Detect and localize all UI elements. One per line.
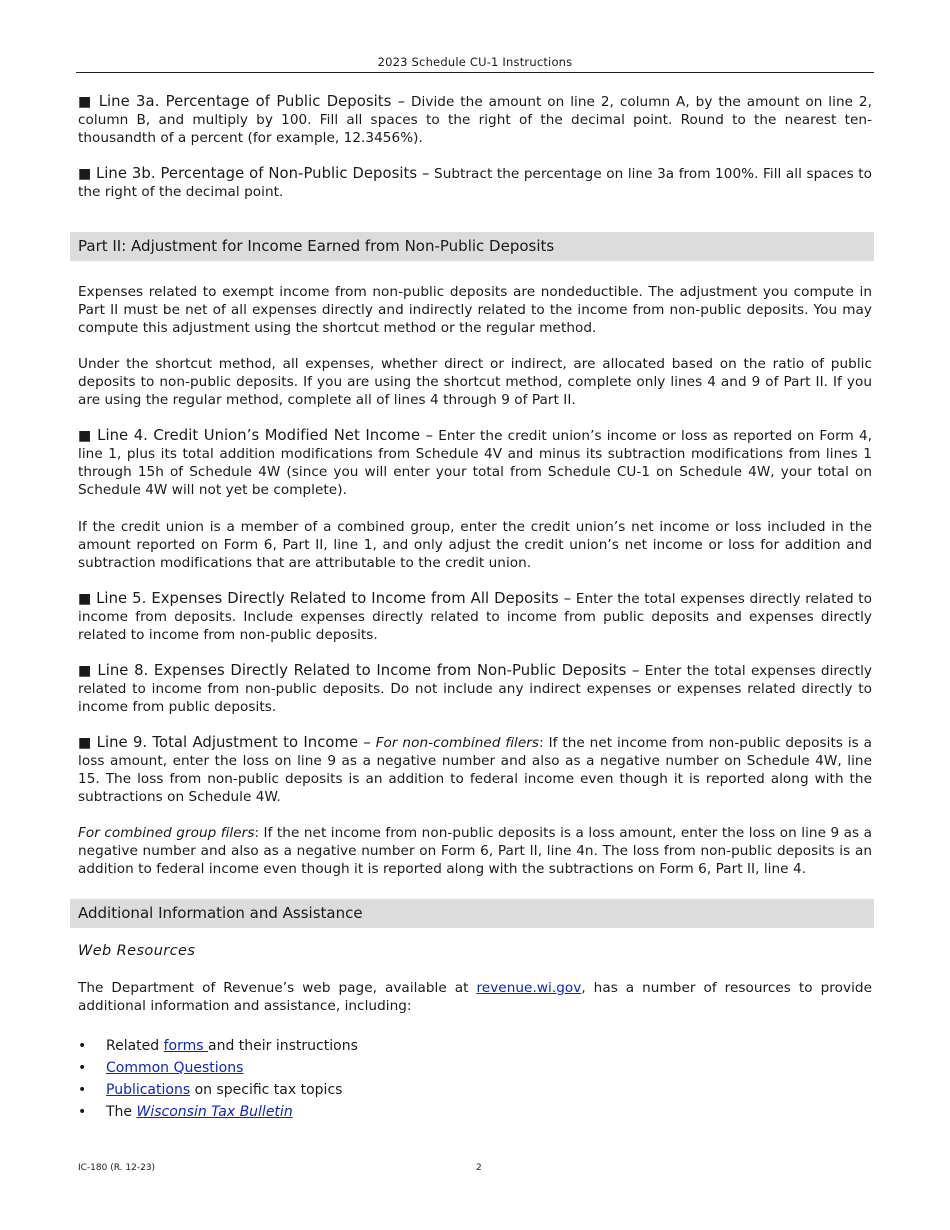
- list-item: [78, 1101, 872, 1123]
- page-header: [76, 55, 874, 73]
- line-3b-body: Subtract the percentage on line 3a from 100%. Fill all spaces to the right of the decimal point.: [78, 166, 872, 200]
- combined-filers-paragraph: [78, 824, 872, 878]
- square-bullet-icon: ■: [78, 94, 93, 110]
- line-9-body: : If the net income from non-public deposits is a loss amount, enter the loss on line 9 as a negative number and also as a negative number on Schedule 4W, line 15. The loss from non-public deposits is an addition to federal income even though it is reported along with the subtractions on Schedule 4W.: [78, 735, 873, 805]
- square-bullet-icon: ■: [78, 591, 92, 607]
- line-4-paragraph: [78, 427, 872, 499]
- list-item: [78, 1079, 872, 1101]
- combined-group-paragraph: If the credit union is a member of a combined group, enter the credit union’s net income or loss included in the amount reported on Form 6, Part II, line 1, and only adjust the credit union’s net income or loss for addition and subtraction modifications that are attributable to the credit union.: [78, 519, 872, 571]
- line-8-heading: Line 8. Expenses Directly Related to Income from Non-Public Deposits –: [97, 662, 640, 679]
- line-5-paragraph: [78, 590, 872, 644]
- line-8-body: Enter the total expenses directly related to income from non-public deposits. Do not include any indirect expenses or expenses related directly to income from public deposits.: [78, 663, 873, 715]
- tax-bulletin-link[interactable]: Wisconsin Tax Bulletin: [136, 1104, 293, 1120]
- common-questions-link[interactable]: Common Questions: [106, 1060, 244, 1076]
- list-item-text: Related: [106, 1038, 164, 1054]
- line-3a-body: Divide the amount on line 2, column A, by the amount on line 2, column B, and multiply by 100. Fill all spaces to the right of the decimal point. Round to the nearest ten-thousandth of a percent (for example, 12.3456%).: [78, 94, 872, 146]
- line-4-body: Enter the credit union’s income or loss as reported on Form 4, line 1, plus its total addition modifications from Schedule 4V and minus its subtraction modifications from lines 1 through 15h of Schedule 4W (since you will enter your total from Schedule CU-1 on Schedule 4W, your total on Schedule 4W will not yet be complete).: [78, 428, 873, 498]
- list-item-text: and their instructions: [208, 1038, 358, 1054]
- intro-text-before: The Department of Revenue’s web page, available at: [78, 980, 477, 996]
- list-item: [78, 1035, 872, 1057]
- revenue-website-link[interactable]: revenue.wi.gov: [476, 980, 582, 996]
- line-9-noncombined-label: For non-combined filers: [375, 735, 540, 751]
- line-9-paragraph: [78, 734, 872, 806]
- combined-filers-label: For combined group filers: [78, 825, 255, 841]
- square-bullet-icon: ■: [78, 735, 92, 751]
- square-bullet-icon: ■: [78, 663, 93, 679]
- line-3b-paragraph: [78, 165, 872, 201]
- bullet-icon: •: [78, 1060, 87, 1076]
- line-3a-heading: Line 3a. Percentage of Public Deposits –: [98, 93, 406, 110]
- page-number: 2: [476, 1163, 482, 1173]
- bullet-icon: •: [78, 1104, 87, 1120]
- part2-section-heading: Part II: Adjustment for Income Earned from Non-Public Deposits: [70, 232, 874, 261]
- line-3b-heading: Line 3b. Percentage of Non-Public Deposits –: [95, 165, 430, 182]
- page-header-title: 2023 Schedule CU-1 Instructions: [377, 55, 573, 69]
- square-bullet-icon: ■: [78, 428, 93, 444]
- resources-list: [78, 1035, 872, 1123]
- list-item: [78, 1057, 872, 1079]
- web-resources-subheading: Web Resources: [78, 943, 196, 959]
- part2-intro-paragraph: Expenses related to exempt income from non-public deposits are nondeductible. The adjustment you compute in Part II must be net of all expenses directly and indirectly related to the income from non-public deposits. You may compute this adjustment using the shortcut method or the regular method.: [78, 284, 872, 336]
- line-5-heading: Line 5. Expenses Directly Related to Income from All Deposits –: [96, 590, 572, 607]
- web-resources-intro: [78, 979, 872, 1015]
- line-5-body: Enter the total expenses directly related to income from deposits. Include expenses directly related to income from public deposits and expenses directly related to income from non-public deposits.: [78, 591, 872, 643]
- bullet-icon: •: [78, 1082, 87, 1098]
- list-item-text: on specific tax topics: [190, 1082, 343, 1098]
- square-bullet-icon: ■: [78, 166, 92, 182]
- line-9-heading: Line 9. Total Adjustment to Income –: [96, 734, 371, 751]
- additional-info-section-heading: Additional Information and Assistance: [70, 899, 874, 928]
- form-code: IC-180 (R. 12-23): [78, 1163, 156, 1173]
- line-4-heading: Line 4. Credit Union’s Modified Net Income –: [97, 427, 434, 444]
- combined-filers-body: : If the net income from non-public deposits is a loss amount, enter the loss on line 9 as a negative number and also as a negative number on Form 6, Part II, line 4n. The loss from non-public deposits is an addition to federal income even though it is reported along with the subtractions on Form 6, Part II, line 4.: [78, 825, 872, 877]
- line-8-paragraph: [78, 662, 872, 716]
- list-item-text: The: [106, 1104, 137, 1120]
- part2-shortcut-paragraph: Under the shortcut method, all expenses, whether direct or indirect, are allocated based on the ratio of public deposits to non-public deposits. If you are using the shortcut method, complete only lines 4 and 9 of Part II. If you are using the regular method, complete all of lines 4 through 9 of Part II.: [78, 356, 872, 408]
- publications-link[interactable]: Publications: [106, 1082, 191, 1098]
- forms-link[interactable]: forms: [163, 1038, 209, 1054]
- line-3a-paragraph: [78, 93, 872, 147]
- bullet-icon: •: [78, 1038, 87, 1054]
- intro-text-after: , has a number of resources to provide additional information and assistance, including:: [78, 980, 872, 1014]
